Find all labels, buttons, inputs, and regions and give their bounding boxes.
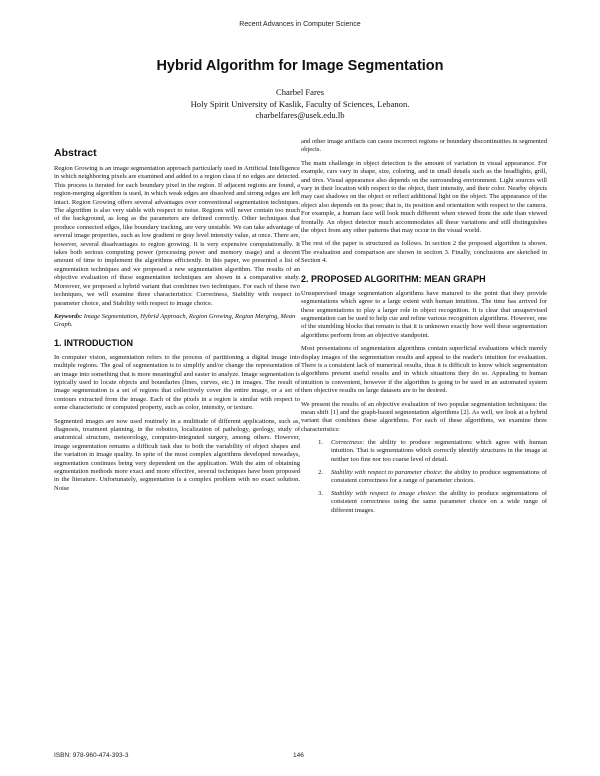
- list-item-body: [331, 469, 547, 485]
- right-column: [301, 138, 547, 520]
- list-item-body: [331, 490, 547, 515]
- intro-paragraph-5: The rest of the paper is structured as follows. In section 2 the proposed algorithm is shown. The evaluation and comparison are shown in section 3. Finally, conclusions are sketched in Section 4.: [301, 240, 547, 265]
- list-item-number: 1.: [318, 439, 323, 447]
- list-item-text: : the ability to produce segmentations of consistent correctness for a range of parameter choices.: [331, 468, 547, 484]
- intro-paragraph-3: and other image artifacts can cause incorrect regions or boundary discontinuities in segmented objects.: [301, 138, 547, 154]
- footer-isbn: ISBN: 978-960-474-393-3: [54, 752, 129, 759]
- abstract-heading: Abstract: [54, 147, 97, 159]
- keywords-label: Keywords:: [54, 312, 83, 320]
- section2-paragraph-2: Most presentations of segmentation algorithms contain superficial evaluations which merely display images of the segmentation results and appeal to the reader's intuition for evaluation. There is a consistent lack of numerical results, thus it is difficult to know which segmentation algorithms present useful results and in which situations they do so. Appealing to human intuition is convenient, however if the algorithm is going to be used in an automated system then objective results on large datasets are to be desired.: [301, 345, 547, 395]
- list-item: [301, 490, 547, 515]
- list-item: [301, 469, 547, 485]
- section2-paragraph-3: We present the results of an objective evaluation of two popular segmentation techniques: the mean shift [1] and the graph-based segmentation algorithms [2]. As well, we look at a hybrid variant that combines these algorithms. For each of these algorithms, we examine three characteristics:: [301, 400, 547, 433]
- author-name: Charbel Fares: [276, 87, 324, 97]
- abstract-text: Region Growing is an image segmentation approach particularly used in Artificial Intelligence in which neighboring pixels are examined and added to a region class if no edges are detected. This process is iterated for each boundary pixel in the region. If adjacent regions are found, a region-merging algorithm is used, in which weak edges are dissolved and strong edges are left intact. Region Growing offers several advantages over conventional segmentation techniques. The algorithm is also very stable with respect to noise. Regions will never contain too much of the background, as long as the parameters are defined correctly. Other techniques that produce connected edges, like boundary tracking, are very unstable. We can take advantage of several image properties, such as low gradient or gray level intensity value, at once. There are, however, several disadvantages to region growing. It is very expensive computationally. It takes both serious computing power (processing power and memory usage) and a decent amount of time to implement the algorithms efficiently. In this paper, we presented a list of segmentation techniques and we proposed a new segmentation algorithm. The results of an objective evaluation of these segmentation techniques are shown in a comparative study. Moreover, we proposed a hybrid variant that combines two techniques. For each of these two techniques, we will examine three characteristics: Correctness, Stability with respect to parameter choice, and Stability with respect to image choice.: [54, 165, 300, 307]
- intro-paragraph-4: The main challenge in object detection is the amount of variation in visual appearance. For example, cars vary in shape, size, coloring, and in small details such as the headlights, grill, and tires. Visual appearance also depends on the surrounding environment. Light sources will vary in their location with respect to the object, their intensity, and their color. Nearby objects may cast shadows on the object or reflect additional light on the object. The appearance of the object also depends on its pose; that is, its position and orientation with respect to the camera. For example, a human face will look much different when viewed from the side than viewed frontally. An object detector much accommodates all these variations and still distinguishes the object from any other patterns that may occur in the visual world.: [301, 159, 547, 235]
- list-item-term: Stability with respect to image choice: [331, 490, 435, 498]
- list-item-body: [331, 439, 547, 464]
- paper-title: Hybrid Algorithm for Image Segmentation: [156, 58, 444, 74]
- intro-paragraph-1: In computer vision, segmentation refers to the process of partitioning a digital image into multiple regions. The goal of segmentation is to simplify and/or change the representation of an image into something that is more meaningful and easier to analyze. Image segmentation is typically used to locate objects and boundaries (lines, curves, etc.) in images. The result of image segmentation is a set of regions that collectively cover the entire image, or a set of contours extracted from the image. Each of the pixels in a region is similar with respect to some characteristic or computed property, such as color, intensity, or texture.: [54, 353, 300, 412]
- list-item: [301, 439, 547, 464]
- left-column: [54, 147, 300, 498]
- footer-page-number: 146: [293, 752, 304, 759]
- keywords: [54, 313, 300, 330]
- list-item-term: Stability with respect to parameter choice: [331, 468, 441, 476]
- section-heading-introduction: 1. INTRODUCTION: [54, 337, 134, 348]
- list-item-text: : the ability to produce segmentations of consistent correctness using the same parameter choice on a wide range of different images.: [331, 490, 548, 514]
- list-item-number: 3.: [318, 490, 323, 498]
- list-item-text: : the ability to produce segmentations which agree with human intuition. That is segmentations which correctly identify structures in the image at neither too fine nor too coarse level of detail.: [331, 439, 547, 463]
- section2-paragraph-1: Unsupervised image segmentation algorithms have matured to the point that they provide segmentations which agree to a large extent with human intuition. The time has arrived for these segmentations to play a larger role in object recognition. It is clear that unsupervised segmentation can be used to help cue and refine various recognition algorithms. However, one of the stumbling blocks that remain is that it is unknown exactly how well these segmentation algorithms perform from an objective standpoint.: [301, 289, 547, 339]
- list-item-term: Correctness: [331, 439, 363, 447]
- keywords-list: Image Segmentation, Hybrid Approach, Region Growing, Region Merging, Mean Graph.: [54, 312, 296, 329]
- criteria-list: [301, 439, 547, 515]
- author-affiliation: Holy Spirit University of Kaslik, Faculty of Sciences, Lebanon.: [190, 98, 410, 109]
- running-head: Recent Advances in Computer Science: [239, 21, 361, 28]
- section-heading-proposed-algorithm: 2. PROPOSED ALGORITHM: MEAN GRAPH: [301, 273, 486, 284]
- list-item-number: 2.: [318, 468, 323, 476]
- intro-paragraph-2: Segmented images are now used routinely in a multitude of different applications, such as, diagnosis, treatment planning, in the robotics, localization of pathology, geology, study of anatomical structure, meteorology, computer-integrated surgery, among others. However, image segmentation remains a difficult task due to both the variability of object shapes and the variation in image quality. In spite of the most complex algorithms developed nowadays, segmentation continues being very dependent on the application. With the aim of obtaining segmentation methods more exact and more effective, several techniques have been proposed in the literature. Unfortunately, segmentation is a complex problem with no exact solution. Noise: [54, 417, 300, 492]
- author-block: [0, 87, 600, 122]
- author-email: charbelfares@usek.edu.lb: [255, 110, 345, 120]
